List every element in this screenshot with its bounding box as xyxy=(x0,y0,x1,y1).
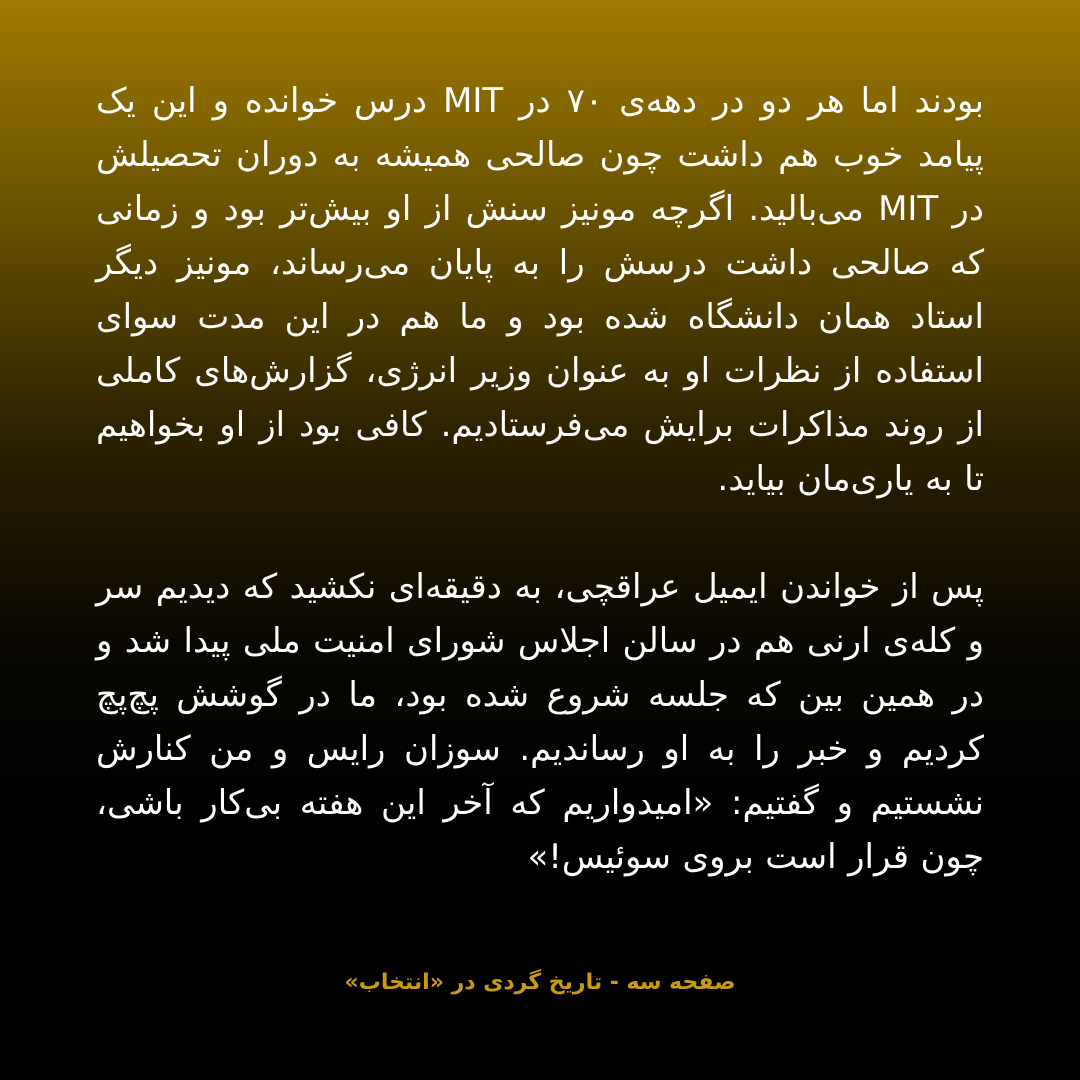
paragraph-2: پس از خواندن ایمیل عراقچی، به دقیقه‌ای نکشید که دیدیم سر و کله‌ی ارنی هم در سالن اجلاس شورای امنیت ملی پیدا شد و در همین بین که جلسه شروع شده بود، ما در گوشش پچ‌پچ کردیم و خبر را به او رساندیم. سوزان رایس و من کنارش نشستیم و گفتیم: «امیدواریم که آخر این هفته بی‌کار باشی، چون قرار است بروی سوئیس!» xyxy=(96,567,984,877)
page-footer: صفحه سه - تاریخ گردی در «انتخاب» xyxy=(344,970,736,995)
page-text xyxy=(96,74,984,950)
paragraph-1: بودند اما هر دو در دهه‌ی ۷۰ در MIT درس خوانده و این یک پیامد خوب هم داشت چون صالحی همیشه به دوران تحصیلش در MIT می‌بالید. اگرچه مونیز سنش از او بیش‌تر بود و زمانی که صالحی داشت درسش را به پایان می‌رساند، مونیز دیگر استاد همان دانشگاه شده بود و ما هم در این مدت سوای استفاده از نظرات او به عنوان وزیر انرژی، گزارش‌های کاملی از روند مذاکرات برایش می‌فرستادیم. کافی بود از او بخواهیم تا به یاری‌مان بیاید. xyxy=(96,81,985,499)
